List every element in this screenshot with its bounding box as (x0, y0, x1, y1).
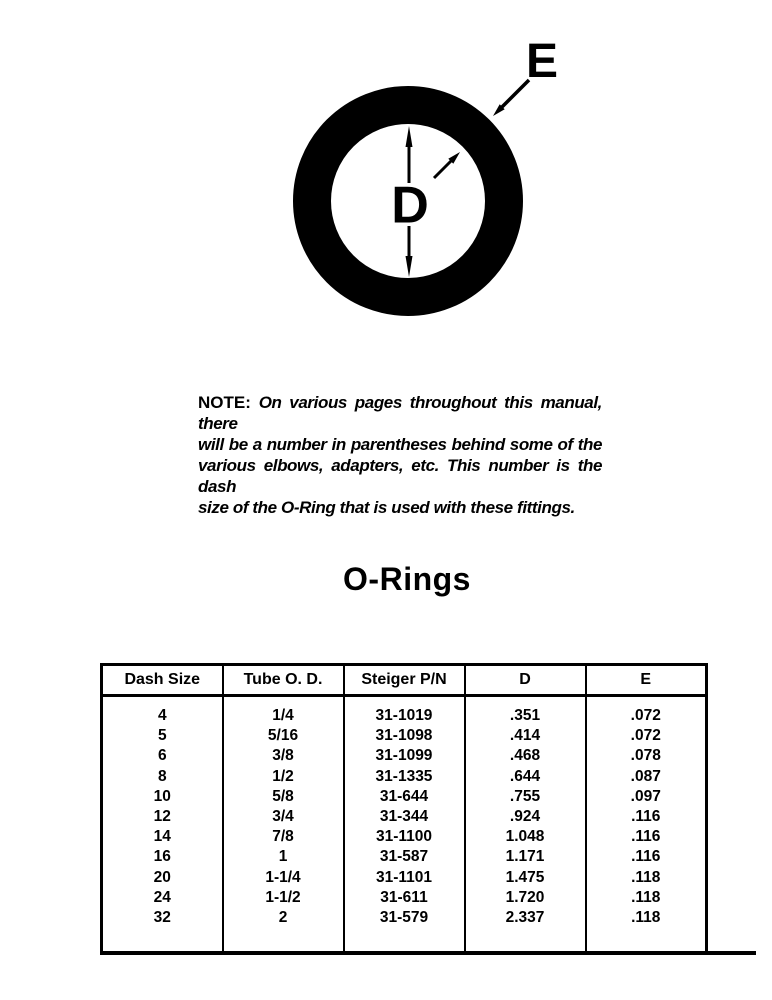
table-cell: 31-587 (344, 847, 465, 867)
note-paragraph (198, 392, 602, 518)
table-row (102, 908, 707, 928)
table-cell: 20 (153, 868, 171, 886)
table-cell: .924 (465, 807, 586, 827)
table-cell: 2.337 (465, 908, 586, 928)
table-cell: 1.048 (465, 827, 586, 847)
oring-table (100, 663, 708, 955)
table-cell: .118 (586, 908, 707, 928)
column-header-tube-od: Tube O. D. (223, 665, 344, 696)
table-cell: 31-1098 (344, 726, 465, 746)
table-row (102, 847, 707, 867)
table-cell: .644 (465, 767, 586, 787)
table-cell: 14 (153, 828, 171, 846)
table-cell: 31-1101 (344, 868, 465, 888)
table-cell: 31-1099 (344, 746, 465, 766)
table-cell: 1 (223, 847, 344, 867)
table-cell: 1.171 (465, 847, 586, 867)
table-cell: 2 (223, 908, 344, 928)
table-cell: .078 (586, 746, 707, 766)
table-cell: 32 (153, 909, 171, 927)
table-row (102, 868, 707, 888)
table-cell: .072 (586, 696, 707, 727)
table-cell: 3/4 (223, 807, 344, 827)
note-line (198, 392, 602, 434)
table-cell: 5/8 (223, 787, 344, 807)
table-cell: 5 (157, 727, 167, 745)
table-spacer-row (102, 928, 707, 953)
table-cell: .087 (586, 767, 707, 787)
table-cell: .118 (586, 888, 707, 908)
table-cell: 1-1/2 (223, 888, 344, 908)
note-line: will be a number in parentheses behind some of the (198, 435, 602, 454)
table-cell: .468 (465, 746, 586, 766)
table-cell: 31-611 (344, 888, 465, 908)
table-row (102, 696, 707, 727)
table-cell: 3/8 (223, 746, 344, 766)
table-row (102, 807, 707, 827)
table-cell: 4 (157, 707, 167, 724)
table-row (102, 827, 707, 847)
table-cell: .351 (465, 696, 586, 727)
table-cell: 5/16 (223, 726, 344, 746)
table-cell: 6 (157, 747, 167, 765)
table-row (102, 746, 707, 766)
table-cell: .755 (465, 787, 586, 807)
table-cell: 31-644 (344, 787, 465, 807)
table-cell: 31-344 (344, 807, 465, 827)
table-cell: 1.720 (465, 888, 586, 908)
table-cell: 12 (153, 808, 171, 826)
table-cell: 1.475 (465, 868, 586, 888)
d-label: D (391, 176, 429, 235)
table-cell: .116 (586, 847, 707, 867)
note-line: various elbows, adapters, etc. This number is the dash (198, 456, 602, 496)
table-cell: 7/8 (223, 827, 344, 847)
table-cell: 1/2 (223, 767, 344, 787)
column-header-e: E (586, 665, 707, 696)
table-row (102, 767, 707, 787)
table-cell: 24 (153, 888, 171, 906)
note-label: NOTE: (198, 393, 251, 412)
table-row (102, 787, 707, 807)
table-cell: 31-1019 (344, 696, 465, 727)
table-cell: .118 (586, 868, 707, 888)
column-header-d: D (465, 665, 586, 696)
table-cell: .116 (586, 807, 707, 827)
oring-table-body (102, 696, 707, 954)
table-cell: 10 (153, 787, 171, 805)
oring-diagram (0, 0, 772, 360)
table-cell: .072 (586, 726, 707, 746)
table-cell: .116 (586, 827, 707, 847)
d-leader-arrow (434, 152, 460, 178)
e-leader-arrow (493, 80, 529, 116)
table-cell: 31-1100 (344, 827, 465, 847)
table-row (102, 888, 707, 908)
table-cell: .097 (586, 787, 707, 807)
column-header-dash-size: Dash Size (102, 665, 223, 696)
note-text: On various pages throughout this manual, there (198, 393, 603, 433)
column-header-steiger-pn: Steiger P/N (344, 665, 465, 696)
table-cell: 16 (153, 848, 171, 866)
note-line: size of the O-Ring that is used with these fittings. (198, 498, 575, 517)
page-title: O-Rings (343, 561, 471, 597)
table-cell: 1-1/4 (223, 868, 344, 888)
table-cell: 31-1335 (344, 767, 465, 787)
bottom-rule (100, 951, 756, 955)
table-cell: 31-579 (344, 908, 465, 928)
oring-table-header (102, 665, 707, 696)
table-cell: .414 (465, 726, 586, 746)
e-label: E (525, 35, 559, 88)
table-row (102, 726, 707, 746)
table-cell: 1/4 (223, 696, 344, 727)
table-cell: 8 (157, 767, 167, 785)
